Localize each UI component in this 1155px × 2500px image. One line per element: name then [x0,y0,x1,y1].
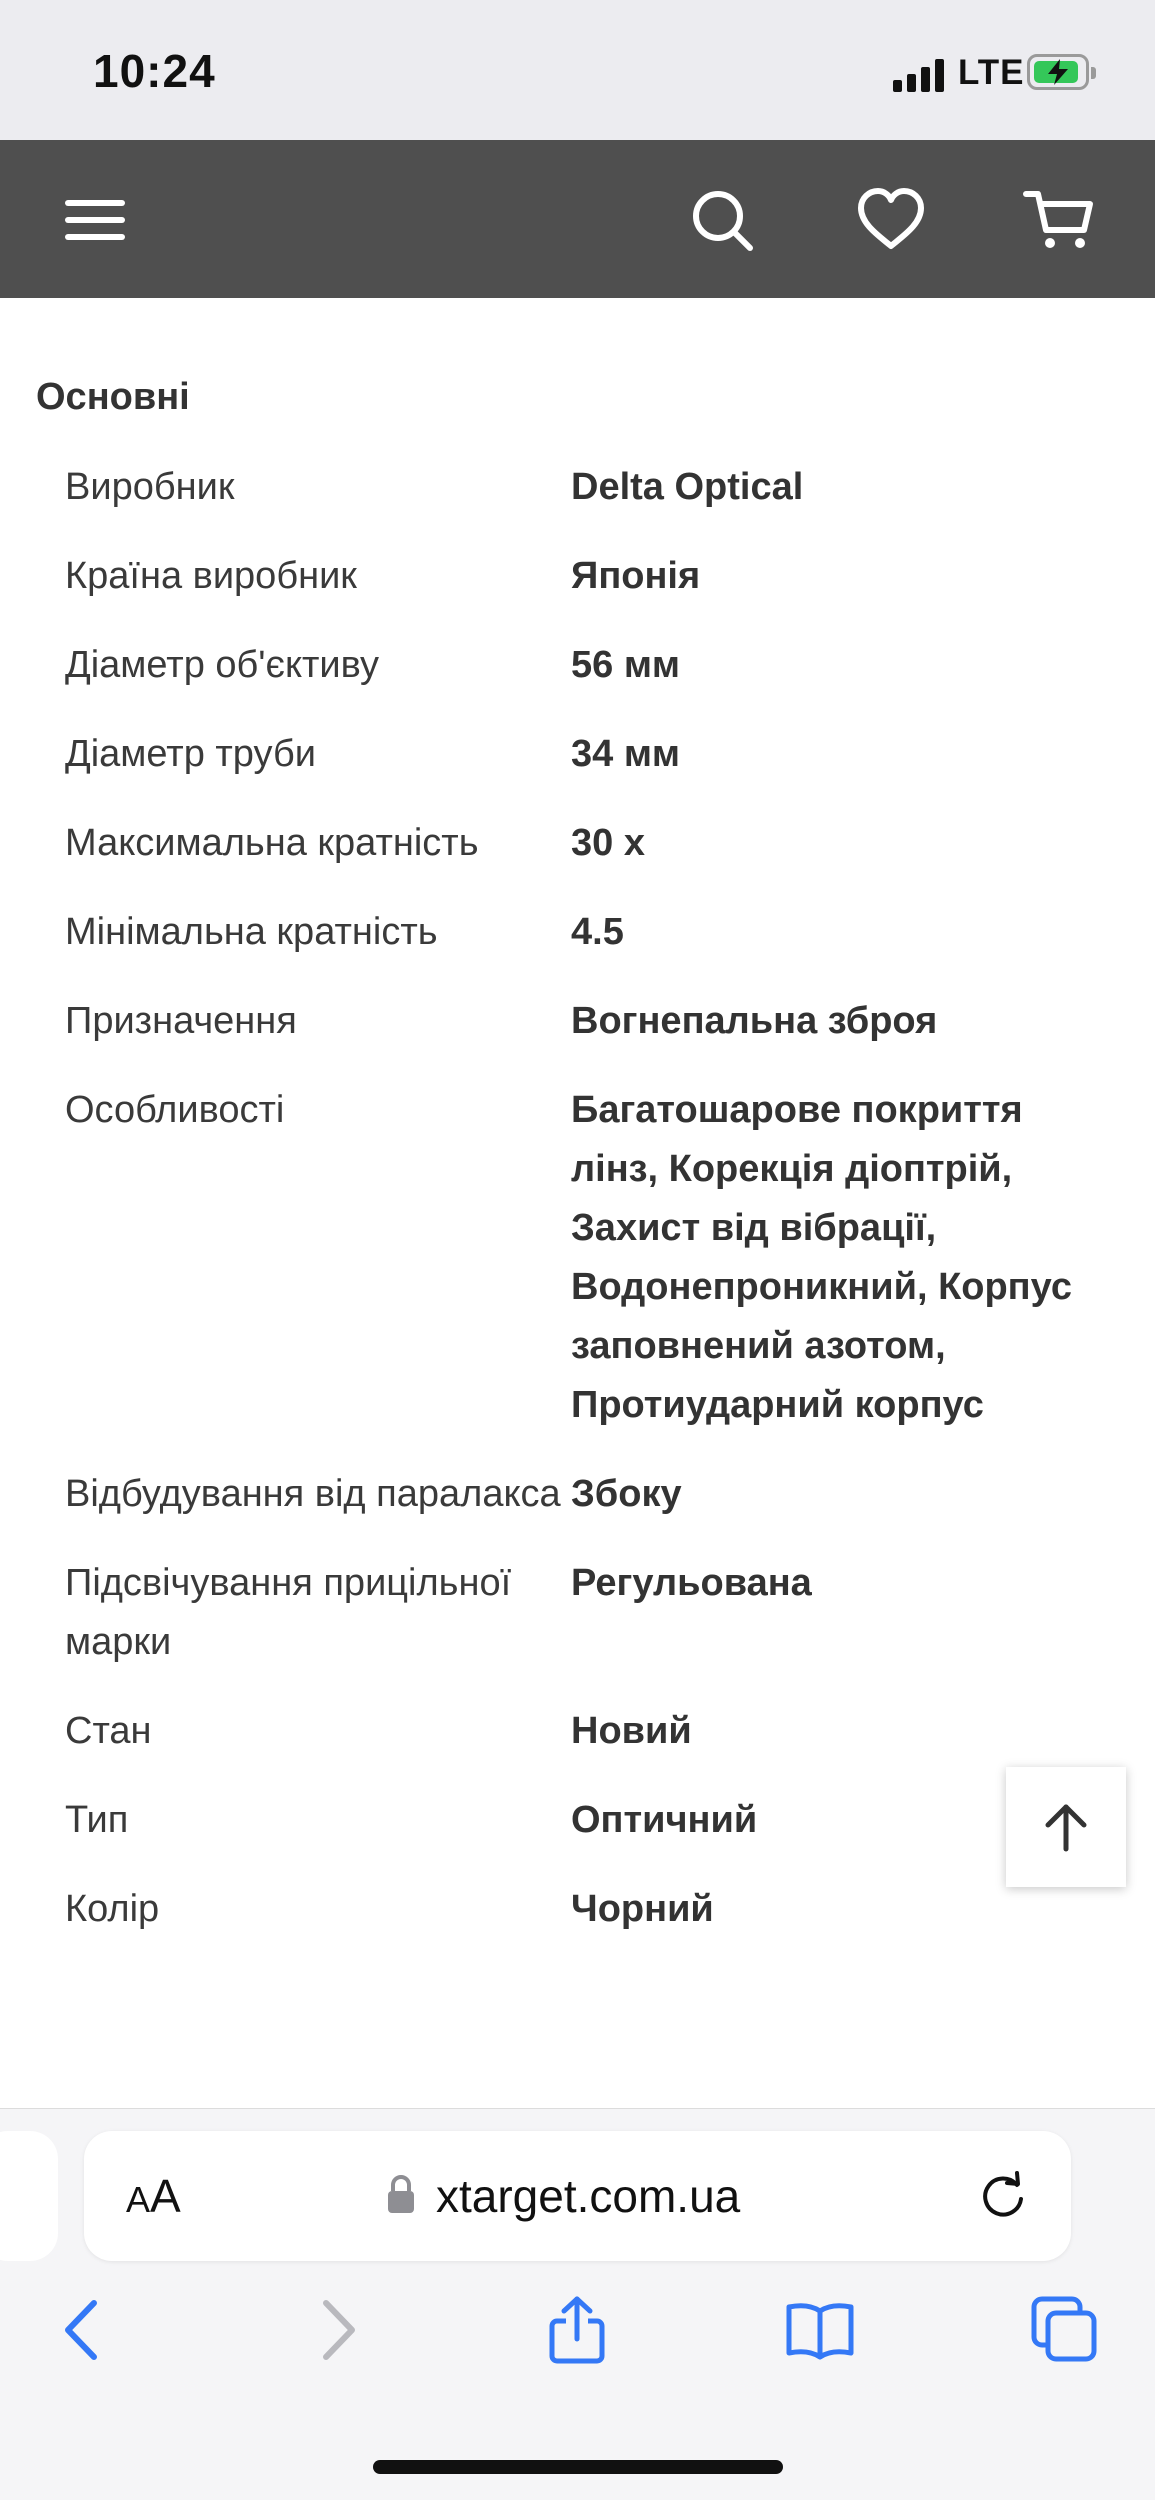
spec-row [0,1081,1155,1435]
spec-label: Виробник [65,466,235,508]
previous-tab-preview[interactable] [0,2131,58,2261]
spec-label: Країна виробник [65,555,357,597]
spec-label: Підсвічування прицільної марки [65,1562,512,1663]
spec-row [0,992,1155,1051]
spec-row [0,814,1155,873]
signal-strength-icon [893,58,949,92]
spec-value: Delta Optical [571,466,804,508]
spec-row [0,458,1155,517]
arrow-up-icon [1036,1797,1096,1857]
spec-value: Збоку [571,1473,682,1515]
aa-large-letter: A [150,2170,181,2222]
spec-label: Відбудування від паралакса [65,1473,561,1515]
status-time: 10:24 [93,45,216,97]
site-header [0,140,1155,298]
spec-row [0,1465,1155,1524]
lock-icon [386,2173,416,2215]
spec-value: Чорний [571,1888,714,1930]
back-icon[interactable] [50,2295,120,2365]
reload-icon[interactable] [977,2171,1029,2223]
spec-row [0,903,1155,962]
spec-label: Колір [65,1888,160,1930]
spec-label: Тип [65,1799,129,1841]
spec-label: Мінімальна кратність [65,911,438,953]
spec-label: Діаметр труби [65,733,316,775]
menu-icon[interactable] [55,180,135,260]
spec-row [0,1791,1155,1850]
spec-value: Новий [571,1710,692,1752]
spec-value: Оптичний [571,1799,758,1841]
spec-value: Багатошарове покриття лінз, Корекція діоптрій, Захист від вібрації, Водонепроникний, Корпус заповнений азотом, Протиударний корпус [571,1089,1072,1426]
tabs-icon[interactable] [1030,2295,1100,2365]
forward-icon[interactable] [300,2295,370,2365]
reader-options-button[interactable] [126,2169,181,2223]
bookmarks-icon[interactable] [785,2295,855,2365]
share-icon[interactable] [542,2295,612,2365]
status-bar [0,0,1155,140]
browser-toolbar [0,2108,1155,2500]
battery-charging-icon [1027,54,1089,90]
search-icon[interactable] [682,180,762,260]
section-title: Основні [36,376,190,418]
spec-label: Особливості [65,1089,285,1131]
heart-icon[interactable] [851,180,931,260]
aa-small-letter: A [126,2179,151,2220]
spec-value: Вогнепальна зброя [571,1000,938,1042]
spec-row [0,636,1155,695]
spec-row [0,1554,1155,1672]
network-type: LTE [958,53,1025,92]
spec-label: Діаметр об'єктиву [65,644,379,686]
spec-value: Японія [571,555,701,597]
spec-row [0,1702,1155,1761]
spec-value: Регульована [571,1562,812,1604]
spec-row [0,1880,1155,1939]
spec-row [0,725,1155,784]
spec-row [0,547,1155,606]
spec-value: 30 х [571,822,645,864]
home-indicator [373,2460,783,2474]
url-text: xtarget.com.ua [436,2170,741,2222]
spec-table [0,458,1155,1939]
cart-icon[interactable] [1020,180,1100,260]
spec-label: Призначення [65,1000,297,1042]
spec-value: 4.5 [571,911,624,953]
spec-value: 56 мм [571,644,681,686]
spec-label: Стан [65,1710,152,1752]
address-bar[interactable] [84,2131,1071,2261]
scroll-to-top-button[interactable] [1006,1767,1126,1887]
spec-value: 34 мм [571,733,681,775]
spec-label: Максимальна кратність [65,822,479,864]
specs-section [0,298,1155,2108]
